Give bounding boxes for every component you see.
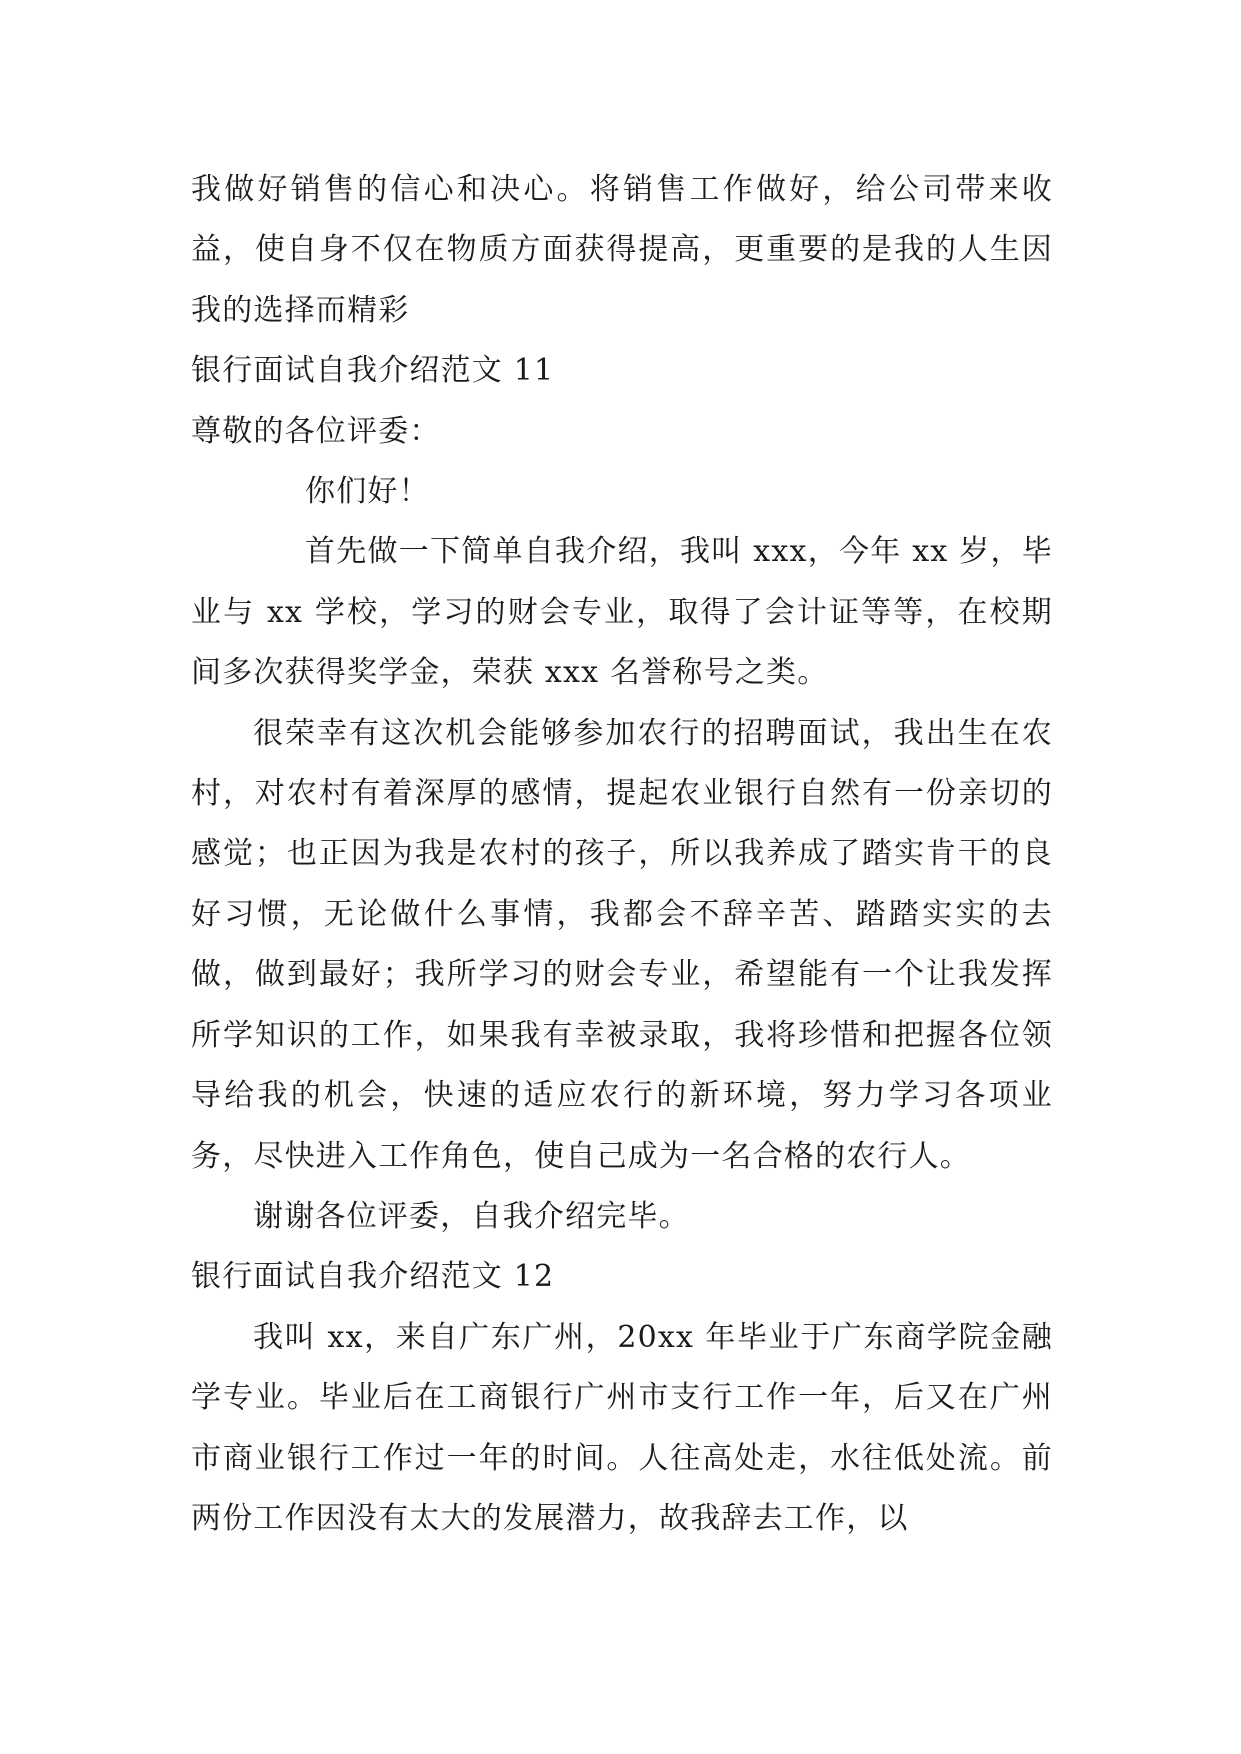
section-heading-11: 银行面试自我介绍范文 11 [191, 353, 555, 389]
paragraph-closing: 谢谢各位评委，自我介绍完毕。 [253, 1198, 690, 1234]
paragraph-self-intro: 首先做一下简单自我介绍，我叫 xxx，今年 xx 岁，毕业与 xx 学校，学习的财会专业，取得了会计证等等，在校期间多次获得奖学金，荣获 xxx 名誉称号之类。 [191, 534, 1053, 691]
paragraph-motivation: 很荣幸有这次机会能够参加农行的招聘面试，我出生在农村，对农村有着深厚的感情，提起农业银行自然有一份亲切的感觉；也正因为我是农村的孩子，所以我养成了踏实肯干的良好习惯，无论做什么事情，我都会不辞辛苦、踏踏实实的去做，做到最好；我所学习的财会专业，希望能有一个让我发挥所学知识的工作，如果我有幸被录取，我将珍惜和把握各位领导给我的机会，快速的适应农行的新环境，努力学习各项业务，尽快进入工作角色，使自己成为一名合格的农行人。 [191, 715, 1053, 1174]
document-body [191, 160, 1053, 1549]
paragraph-sales-conclusion: 我做好销售的信心和决心。将销售工作做好，给公司带来收益，使自身不仅在物质方面获得提高，更重要的是我的人生因我的选择而精彩 [191, 172, 1053, 328]
paragraph-experience: 我叫 xx，来自广东广州，20xx 年毕业于广东商学院金融学专业。毕业后在工商银行广州市支行工作一年，后又在广州市商业银行工作过一年的时间。人往高处走，水往低处流。前两份工作因没有太大的发展潜力，故我辞去工作，以 [191, 1319, 1053, 1536]
salutation: 尊敬的各位评委： [191, 413, 441, 449]
section-heading-12: 银行面试自我介绍范文 12 [191, 1259, 555, 1295]
greeting: 你们好！ [305, 474, 430, 510]
